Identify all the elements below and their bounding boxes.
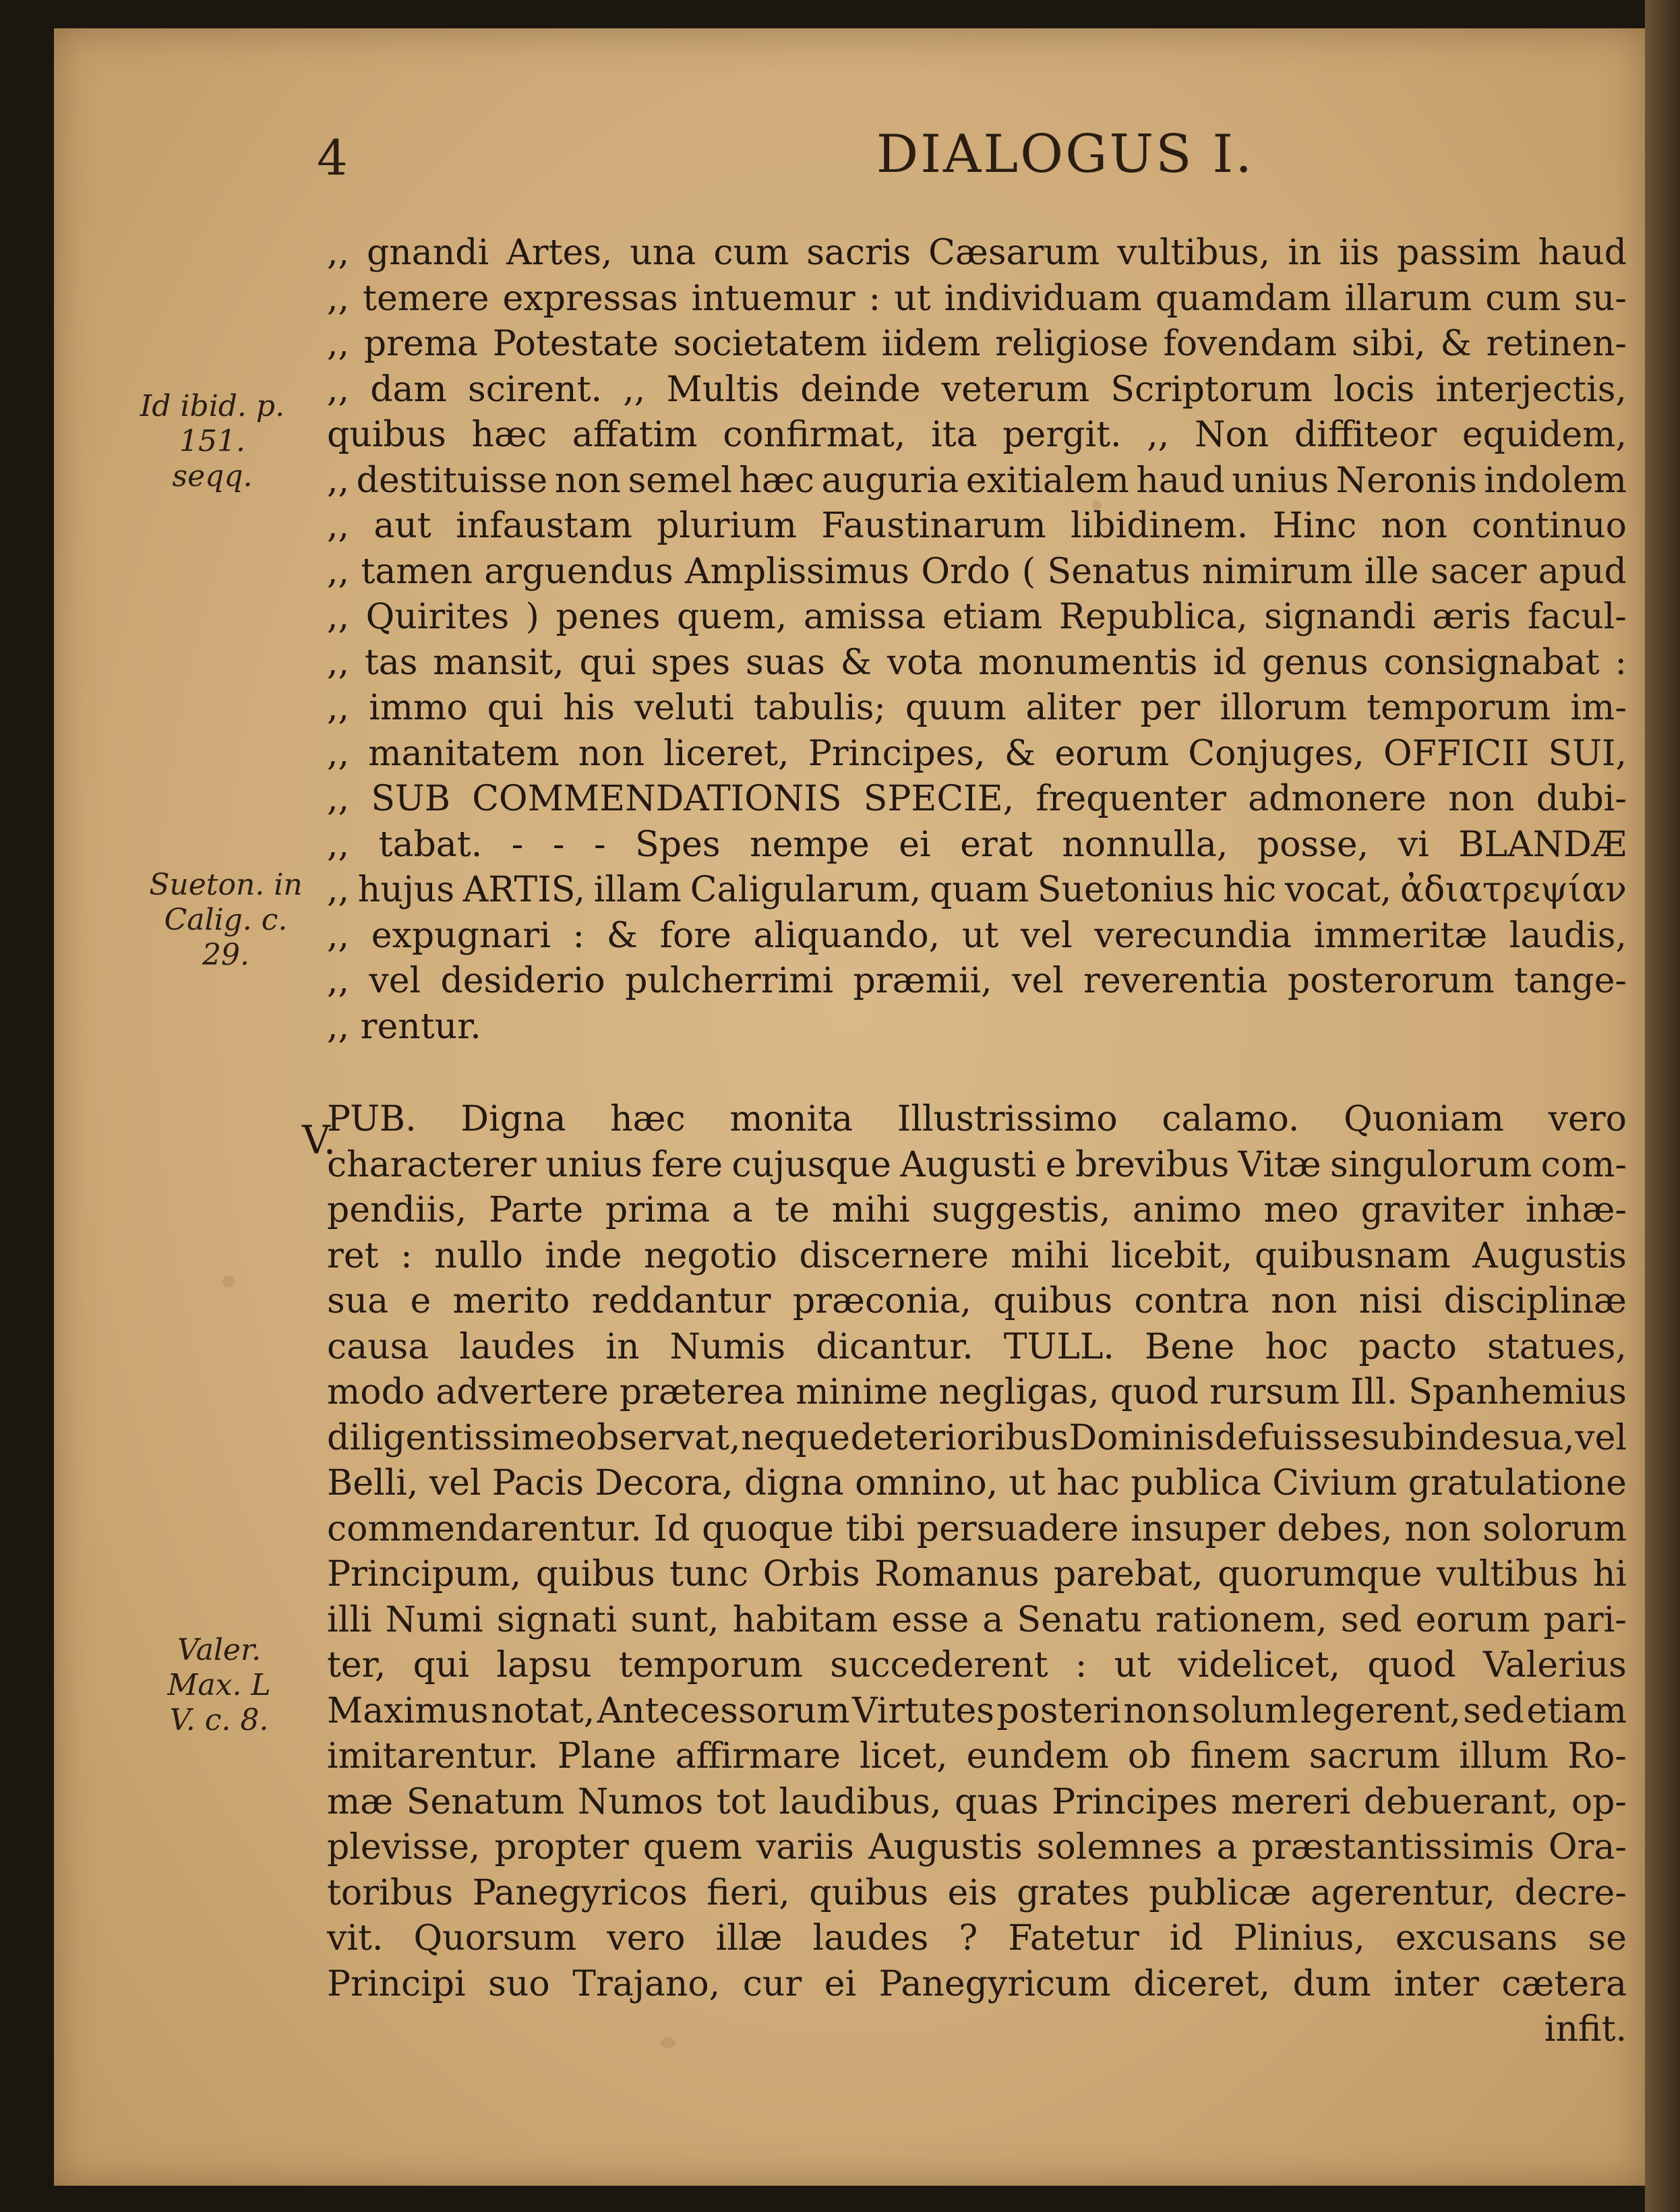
- page-number: 4: [317, 129, 348, 186]
- text-line: ,, expugnari : & fore aliquando, ut vel verecundia immeritæ laudis,: [327, 915, 1627, 956]
- text-line: ,, tas mansit, qui spes suas & vota monumentis id genus consignabat :: [327, 642, 1627, 683]
- text-line: ,, hujus ARTIS, illam Caligularum, quam Suetonius hic vocat, ἀδιατρεψίαν: [327, 870, 1627, 910]
- text-line: diligentissime observat, neque deterioribus Dominis defuisse subinde sua, vel: [327, 1417, 1627, 1458]
- text-line: imitarentur. Plane affirmare licet, eundem ob finem sacrum illum Ro-: [327, 1736, 1627, 1776]
- text-line: ,, vel desiderio pulcherrimi præmii, vel reverentia posterorum tange-: [327, 961, 1627, 1001]
- text-line: ,, gnandi Artes, una cum sacris Cæsarum vultibus, in iis passim haud: [327, 233, 1627, 273]
- margin-note-line: Id ibid. p.: [140, 389, 285, 423]
- text-line: ,, tamen arguendus Amplissimus Ordo ( Senatus nimirum ille sacer apud: [327, 551, 1627, 592]
- body-text: [327, 231, 1627, 2053]
- text-line: ,, temere expressas intuemur : ut individuam quamdam illarum cum su-: [327, 278, 1627, 319]
- text-line: quibus hæc affatim confirmat, ita pergit. ,, Non diffiteor equidem,: [327, 415, 1627, 455]
- text-line: Principum, quibus tunc Orbis Romanus parebat, quorumque vultibus hi: [327, 1554, 1627, 1594]
- text-line: ,, dam scirent. ,, Multis deinde veterum Scriptorum locis interjectis,: [327, 369, 1627, 410]
- margin-note-line: V. c. 8.: [169, 1703, 269, 1737]
- text-line: ,, prema Potestate societatem iidem religiose fovendam sibi, & retinen-: [327, 324, 1627, 364]
- text-line: illi Numi signati sunt, habitam esse a Senatu rationem, sed eorum pari-: [327, 1599, 1627, 1640]
- page-header: [54, 124, 1645, 205]
- text-line: ter, qui lapsu temporum succederent : ut videlicet, quod Valerius: [327, 1645, 1627, 1685]
- book-page: [54, 28, 1645, 2186]
- margin-note-3: [142, 1633, 297, 1738]
- text-line: mæ Senatum Numos tot laudibus, quas Principes mereri debuerant, op-: [327, 1781, 1627, 1822]
- margin-note-line: Max. L: [167, 1668, 271, 1702]
- margin-note-line: Sueton. in: [149, 868, 303, 902]
- running-title: DIALOGUS I.: [876, 124, 1254, 185]
- text-line: modo advertere præterea minime negligas, quod rursum Ill. Spanhemius: [327, 1372, 1627, 1412]
- text-line: commendarentur. Id quoque tibi persuadere insuper debes, non solorum: [327, 1508, 1627, 1549]
- text-line: ,, immo qui his veluti tabulis; quum aliter per illorum temporum im-: [327, 688, 1627, 728]
- text-line: causa laudes in Numis dicantur. TULL. Bene hoc pacto statues,: [327, 1326, 1627, 1367]
- text-line: plevisse, propter quem variis Augustis solemnes a præstantissimis Ora-: [327, 1827, 1627, 1867]
- text-line: ,, destituisse non semel hæc auguria exitialem haud unius Neronis indolem: [327, 460, 1627, 501]
- margin-note-line: 29.: [202, 938, 249, 972]
- margin-note-1: [135, 389, 290, 494]
- text-line: sua e merito reddantur præconia, quibus contra non nisi disciplinæ: [327, 1281, 1627, 1321]
- text-line: infit.: [1544, 2009, 1627, 2050]
- paragraph-1: [327, 231, 1627, 1050]
- text-line: ret : nullo inde negotio discernere mihi licebit, quibusnam Augustis: [327, 1235, 1627, 1276]
- text-line: ,, aut infaustam plurium Faustinarum libidinem. Hinc non continuo: [327, 506, 1627, 546]
- text-line: ,, tabat. - - - Spes nempe ei erat nonnulla, posse, vi BLANDÆ: [327, 824, 1627, 865]
- text-line: toribus Panegyricos fieri, quibus eis grates publicæ agerentur, decre-: [327, 1872, 1627, 1913]
- margin-note-2: [148, 868, 303, 973]
- text-line: ,, SUB COMMENDATIONIS SPECIE, frequenter admonere non dubi-: [327, 779, 1627, 819]
- margin-note-line: Calig. c.: [164, 903, 288, 937]
- page-edge: [1645, 0, 1680, 2212]
- margin-note-line: 151. seqq.: [172, 424, 253, 494]
- text-line: PUB. Digna hæc monita Illustrissimo calamo. Quoniam vero: [327, 1099, 1627, 1139]
- text-line: pendiis, Parte prima a te mihi suggestis, animo meo graviter inhæ-: [327, 1190, 1627, 1230]
- text-line: characterer unius fere cujusque Augusti e brevibus Vitæ singulorum com-: [327, 1144, 1627, 1185]
- text-line: Belli, vel Pacis Decora, digna omnino, ut hac publica Civium gratulatione: [327, 1463, 1627, 1503]
- text-line: ,, rentur.: [327, 1006, 481, 1047]
- text-line: ,, Quirites ) penes quem, amissa etiam Republica, signandi æris facul-: [327, 597, 1627, 637]
- paragraph-2: [327, 1097, 1627, 2053]
- margin-note-line: Valer.: [177, 1633, 262, 1667]
- text-line: Maximus notat, Antecessorum Virtutes posteri non solum legerent, sed etiam: [327, 1690, 1627, 1731]
- text-line: ,, manitatem non liceret, Principes, & eorum Conjuges, OFFICII SUI,: [327, 733, 1627, 774]
- section-number: V.: [302, 1117, 336, 1163]
- text-line: vit. Quorsum vero illæ laudes ? Fatetur id Plinius, excusans se: [327, 1918, 1627, 1959]
- text-line: Principi suo Trajano, cur ei Panegyricum diceret, dum inter cætera: [327, 1963, 1627, 2004]
